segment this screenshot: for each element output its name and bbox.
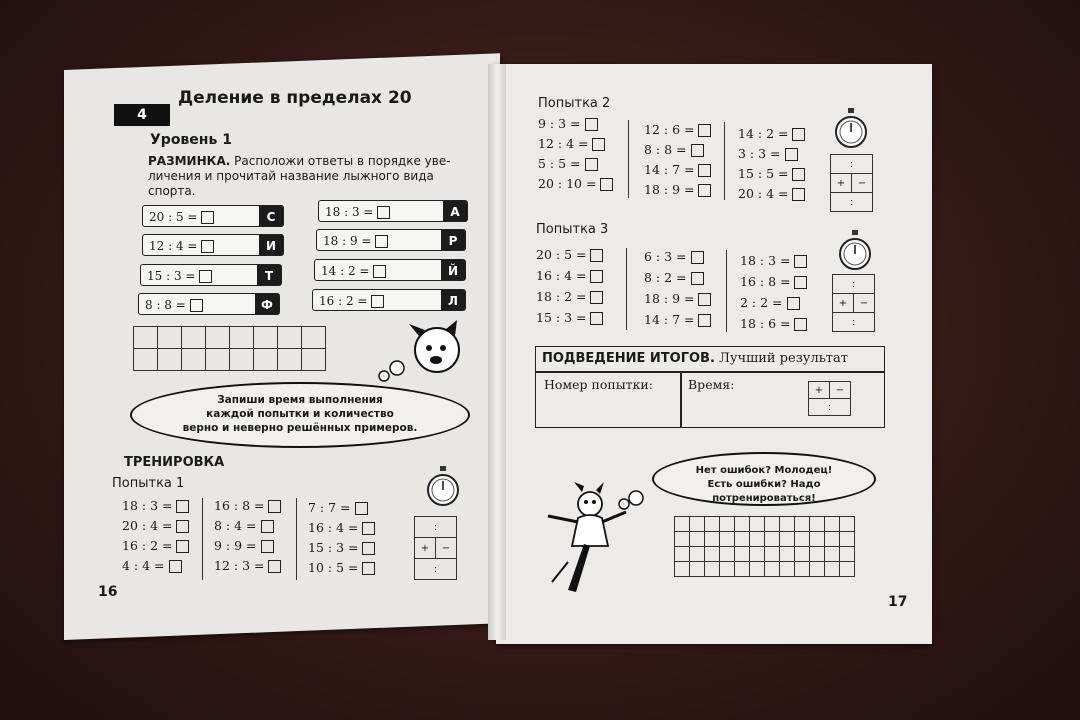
dog-illustration	[375, 318, 475, 388]
card-letter: Т	[257, 265, 281, 285]
attempt-number-label: Номер попытки:	[544, 377, 653, 392]
training-heading: ТРЕНИРОВКА	[124, 455, 225, 470]
stopwatch-icon	[834, 108, 868, 152]
skier-dog-illustration	[538, 482, 658, 600]
answer-letter-grid	[133, 326, 326, 371]
answer-grid-right	[674, 516, 855, 577]
attempt-1-column-1: 18 : 3 = 20 : 4 = 16 : 2 = 4 : 4 =	[122, 496, 189, 576]
stopwatch-icon	[838, 230, 872, 274]
summary-text: Лучший результат	[719, 351, 848, 366]
attempt-1-column-3: 7 : 7 = 16 : 4 = 15 : 3 = 10 : 5 =	[308, 498, 375, 578]
level-heading: Уровень 1	[150, 132, 232, 148]
summary-result-table: + − :	[808, 381, 851, 416]
attempt-3-column-2: 6 : 3 = 8 : 2 = 18 : 9 = 14 : 7 =	[644, 246, 711, 330]
card-letter: И	[259, 235, 283, 255]
warmup-card: 12 : 4 = И	[142, 234, 284, 256]
attempt-3-heading: Попытка 3	[536, 222, 609, 237]
warmup-text-2: личения и прочитай название лыжного вида	[148, 169, 434, 183]
summary-box	[535, 346, 885, 428]
warmup-card: 14 : 2 = Й	[314, 259, 466, 281]
time-label: Время:	[688, 377, 735, 392]
page-number-right: 17	[888, 594, 908, 610]
answer-box[interactable]	[373, 265, 386, 278]
attempt-2-column-3: 14 : 2 = 3 : 3 = 15 : 5 = 20 : 4 =	[738, 124, 805, 204]
result-table-attempt-2: : + − :	[830, 154, 873, 212]
card-letter: Ф	[255, 294, 279, 314]
section-number: 4	[114, 104, 170, 126]
book-spine	[488, 64, 506, 640]
divider	[726, 250, 727, 332]
warmup-card: 18 : 3 = А	[318, 200, 468, 222]
warmup-card: 18 : 9 = Р	[316, 229, 466, 251]
attempt-2-column-1: 9 : 3 = 12 : 4 = 5 : 5 = 20 : 10 =	[538, 114, 613, 194]
page-number-left: 16	[98, 584, 118, 600]
stopwatch-icon	[426, 466, 460, 510]
card-letter: Л	[441, 290, 465, 310]
warmup-card: 15 : 3 = Т	[140, 264, 282, 286]
warmup-card: 20 : 5 = С	[142, 205, 284, 227]
answer-box[interactable]	[371, 295, 384, 308]
divider	[202, 498, 203, 580]
warmup-label: РАЗМИНКА.	[148, 154, 231, 168]
answer-box[interactable]	[201, 211, 214, 224]
card-letter: Р	[441, 230, 465, 250]
answer-box[interactable]	[375, 235, 388, 248]
card-letter: С	[259, 206, 283, 226]
warmup-instructions	[148, 154, 478, 199]
answer-box[interactable]	[201, 240, 214, 253]
result-table-attempt-1: : + − :	[414, 516, 457, 580]
answer-box[interactable]	[190, 299, 203, 312]
attempt-2-heading: Попытка 2	[538, 96, 611, 111]
card-letter: А	[443, 201, 467, 221]
divider	[296, 498, 297, 580]
attempt-3-column-3: 18 : 3 = 16 : 8 = 2 : 2 = 18 : 6 =	[740, 250, 807, 334]
divider	[626, 248, 627, 330]
instruction-oval: Запиши время выполнения каждой попытки и количество верно и неверно решённых примеров.	[130, 382, 470, 448]
divider	[628, 120, 629, 198]
card-letter: Й	[441, 260, 465, 280]
answer-box[interactable]	[377, 206, 390, 219]
attempt-1-heading: Попытка 1	[112, 476, 185, 491]
speech-bubble: Нет ошибок? Молодец! Есть ошибки? Надо потренироваться!	[652, 452, 876, 506]
warmup-card: 8 : 8 = Ф	[138, 293, 280, 315]
warmup-text-1: Расположи ответы в порядке уве-	[234, 154, 451, 168]
divider	[724, 122, 725, 200]
warmup-card: 16 : 2 = Л	[312, 289, 466, 311]
answer-box[interactable]	[199, 270, 212, 283]
attempt-2-column-2: 12 : 6 = 8 : 8 = 14 : 7 = 18 : 9 =	[644, 120, 711, 200]
attempt-3-column-1: 20 : 5 = 16 : 4 = 18 : 2 = 15 : 3 =	[536, 244, 603, 328]
page-title: Деление в пределах 20	[178, 88, 412, 108]
warmup-text-3: спорта.	[148, 184, 196, 198]
summary-label: ПОДВЕДЕНИЕ ИТОГОВ.	[542, 351, 715, 366]
attempt-1-column-2: 16 : 8 = 8 : 4 = 9 : 9 = 12 : 3 =	[214, 496, 281, 576]
result-table-attempt-3: : + − :	[832, 274, 875, 332]
